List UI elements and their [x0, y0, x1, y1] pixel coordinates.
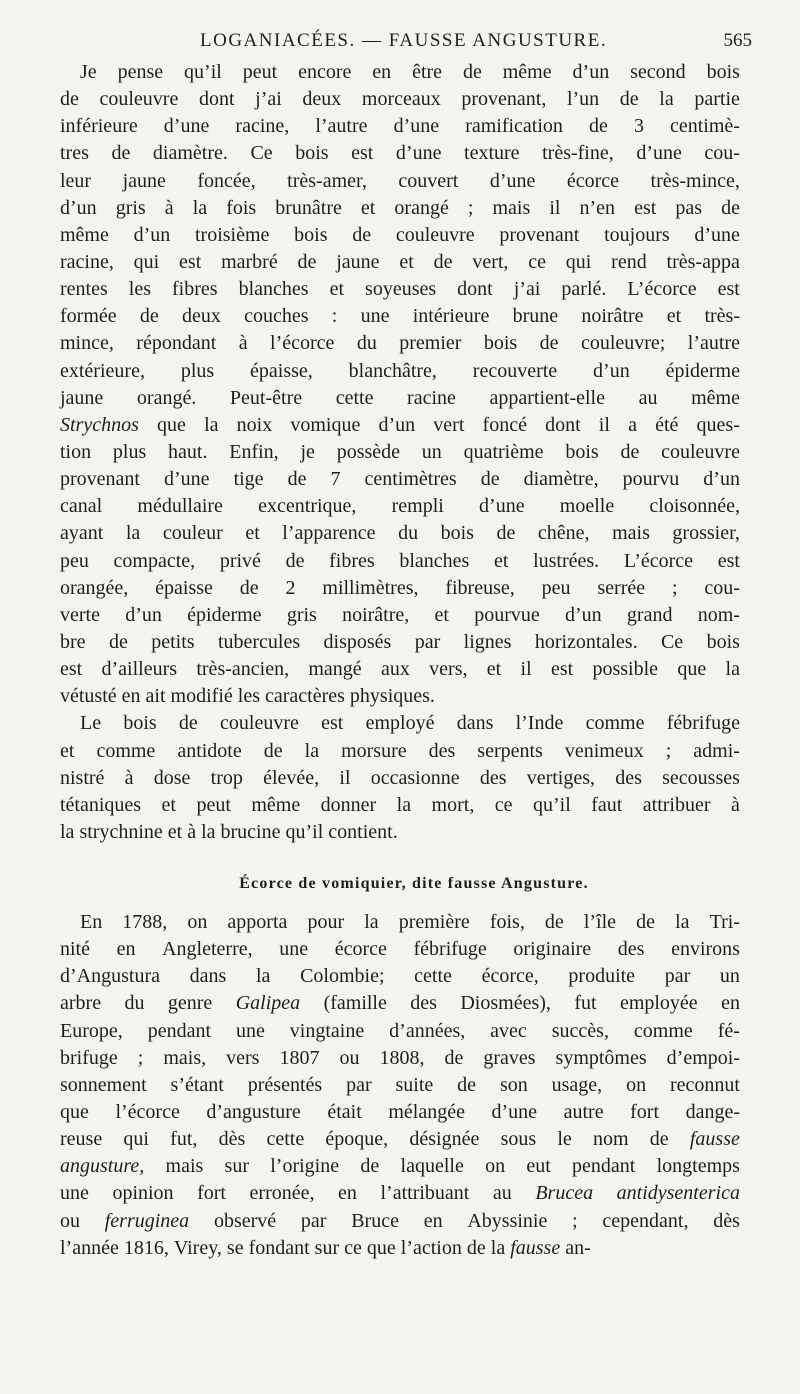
text-line: tres de diamètre. Ce bois est d’une texture très-fine, d’une cou-	[60, 142, 740, 165]
text-line: l’année 1816, Virey, se fondant sur ce que l’action de la fausse an-	[60, 1236, 591, 1259]
text-line: arbre du genre Galipea (famille des Diosmées), fut employée en	[60, 992, 740, 1015]
text-line: sonnement s’étant présentés par suite de son usage, on reconnut	[60, 1073, 740, 1096]
text-line: Je pense qu’il peut encore en être de même d’un second bois	[80, 61, 740, 83]
text-line: verte d’un épiderme gris noirâtre, et pourvue d’un grand nom-	[60, 603, 740, 626]
running-head	[0, 30, 800, 58]
text-line: d’Angustura dans la Colombie; cette écorce, produite par un	[60, 965, 740, 988]
text-line: nité en Angleterre, une écorce fébrifuge originaire des environs	[60, 938, 740, 961]
text-line: brifuge ; mais, vers 1807 ou 1808, de graves symptômes d’empoi-	[60, 1046, 740, 1069]
page-number: 565	[723, 30, 752, 51]
text-line: une opinion fort erronée, en l’attribuant au Brucea antidysenterica	[60, 1182, 740, 1205]
text-line: extérieure, plus épaisse, blanchâtre, recouverte d’un épiderme	[60, 359, 740, 382]
section-heading	[0, 875, 800, 893]
text-line: En 1788, on apporta pour la première fois, de l’île de la Tri-	[80, 911, 740, 933]
text-block-upper	[60, 59, 740, 846]
text-line: orangée, épaisse de 2 millimètres, fibreuse, peu serrée ; cou-	[60, 576, 740, 599]
text-line: reuse qui fut, dès cette époque, désignée sous le nom de fausse	[60, 1128, 740, 1151]
text-line: peu compacte, privé de fibres blanches et lustrées. L’écorce est	[60, 549, 740, 572]
text-line: racine, qui est marbré de jaune et de vert, ce qui rend très-appa	[60, 250, 740, 273]
text-line: même d’un troisième bois de couleuvre provenant toujours d’une	[60, 223, 740, 246]
text-line: d’un gris à la fois brunâtre et orangé ; mais il n’en est pas de	[60, 196, 740, 219]
text-line: que l’écorce d’angusture était mélangée d’une autre fort dange-	[60, 1100, 740, 1123]
text-line: et comme antidote de la morsure des serpents venimeux ; admi-	[60, 739, 740, 762]
text-line: tion plus haut. Enfin, je possède un quatrième bois de couleuvre	[60, 440, 740, 463]
text-line: angusture, mais sur l’origine de laquelle on eut pendant longtemps	[60, 1155, 740, 1178]
text-line: Europe, pendant une vingtaine d’années, avec succès, comme fé-	[60, 1019, 740, 1042]
text-line: de couleuvre dont j’ai deux morceaux provenant, l’un de la partie	[60, 88, 740, 111]
text-line: rentes les fibres blanches et soyeuses dont j’ai parlé. L’écorce est	[60, 278, 740, 301]
text-line: jaune orangé. Peut-être cette racine appartient-elle au même	[60, 386, 740, 409]
text-line: la strychnine et à la brucine qu’il contient.	[60, 820, 398, 843]
text-line: canal médullaire excentrique, rempli d’une moelle cloisonnée,	[60, 495, 740, 518]
text-line: tétaniques et peut même donner la mort, ce qu’il faut attribuer à	[60, 793, 740, 816]
text-line: ou ferruginea observé par Bruce en Abyssinie ; cependant, dès	[60, 1209, 740, 1232]
text-line: mince, répondant à l’écorce du premier bois de couleuvre; l’autre	[60, 332, 740, 355]
text-line: provenant d’une tige de 7 centimètres de diamètre, pourvu d’un	[60, 468, 740, 491]
text-line: vétusté en ait modifié les caractères physiques.	[60, 685, 435, 708]
running-title: LOGANIACÉES. — FAUSSE ANGUSTURE.	[200, 30, 608, 51]
text-line: bre de petits tubercules disposés par lignes horizontales. Ce bois	[60, 630, 740, 653]
text-block-lower	[60, 909, 740, 1262]
text-line: Le bois de couleuvre est employé dans l’Inde comme fébrifuge	[80, 712, 740, 735]
text-line: inférieure d’une racine, l’autre d’une ramification de 3 centimè-	[60, 115, 740, 138]
text-line: est d’ailleurs très-ancien, mangé aux vers, et il est possible que la	[60, 658, 740, 681]
text-line: nistré à dose trop élevée, il occasionne des vertiges, des secousses	[60, 766, 740, 789]
text-line: Strychnos que la noix vomique d’un vert foncé dont il a été ques-	[60, 413, 740, 436]
section-heading-text: Écorce de vomiquier, dite fausse Angusture.	[239, 875, 589, 892]
text-line: ayant la couleur et l’apparence du bois de chêne, mais grossier,	[60, 522, 740, 545]
text-line: leur jaune foncée, très-amer, couvert d’une écorce très-mince,	[60, 169, 740, 192]
text-line: formée de deux couches : une intérieure brune noirâtre et très-	[60, 305, 740, 328]
